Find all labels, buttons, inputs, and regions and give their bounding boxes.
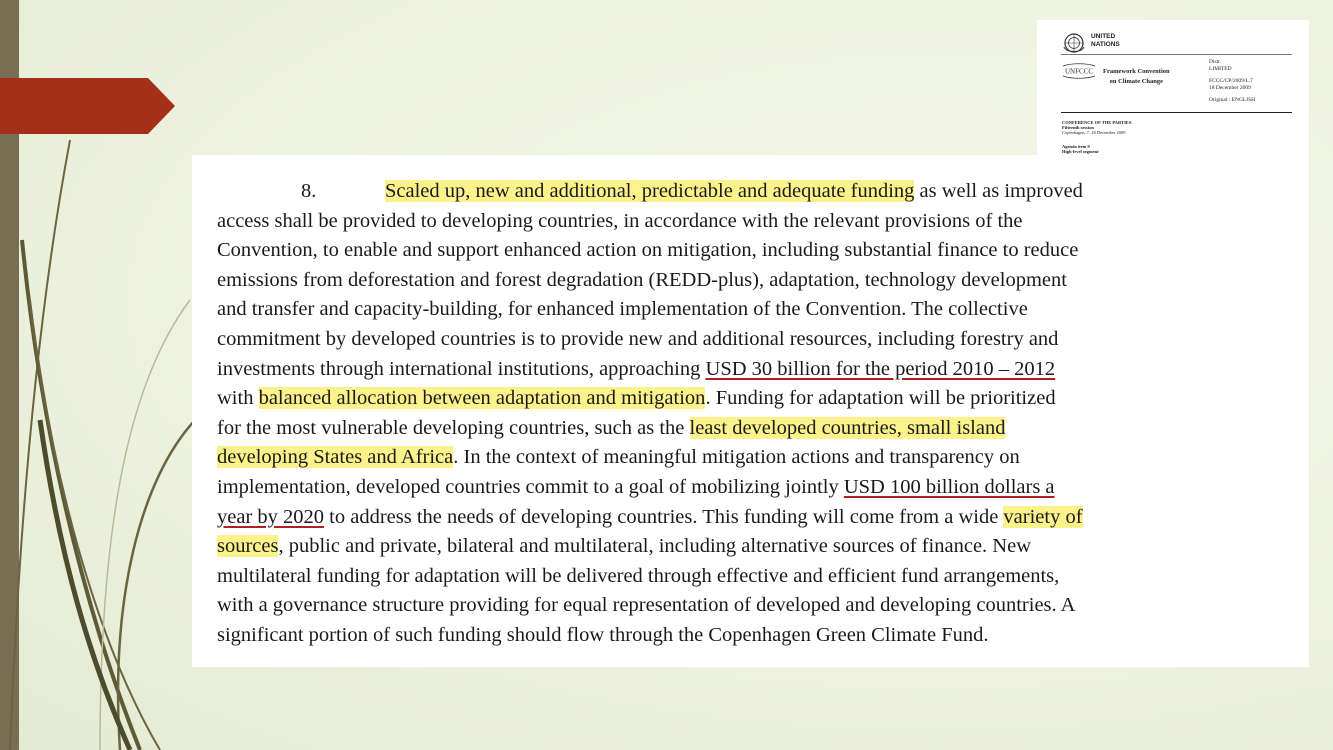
unfccc-logo-icon (1061, 63, 1097, 79)
text-line: implementation, developed countries commit to a goal of mobilizing jointly USD 100 billion dollars a (217, 475, 1055, 498)
text-line: multilateral funding for adaptation will be delivered through effective and efficient fund arrangements, (217, 564, 1060, 587)
highlighted-text: least developed countries, small island (689, 416, 1006, 439)
text-line: investments through international institutions, approaching USD 30 billion for the period 2010 – 2012 (217, 357, 1056, 380)
highlighted-text: developing States and Africa (217, 446, 454, 469)
text-line: sources, public and private, bilateral and multilateral, including alternative sources of finance. New (217, 535, 1032, 558)
document-excerpt (192, 155, 1309, 667)
highlighted-text: Scaled up, new and additional, predictable and adequate funding (385, 180, 915, 202)
underlined-text: USD 30 billion for the period 2010 – 2012 (705, 357, 1056, 380)
underlined-text: year by 2020 (217, 505, 325, 528)
text-line: 8. Scaled up, new and additional, predictable and adequate funding as well as improved (217, 177, 1292, 207)
paragraph-8 (217, 177, 1292, 651)
un-name: UNITED NATIONS (1091, 33, 1120, 48)
agenda-info: Agenda item 9 High-level segment (1062, 144, 1099, 155)
convention-title: Framework Convention on Climate Change (1103, 68, 1170, 85)
header-rule-bold (1061, 112, 1292, 113)
text-line: access shall be provided to developing countries, in accordance with the relevant provisions of the (217, 209, 1023, 232)
svg-text:UNFCCC: UNFCCC (1064, 67, 1094, 76)
text-line: emissions from deforestation and forest degradation (REDD-plus), adaptation, technology development (217, 268, 1067, 291)
text-line: with a governance structure providing for equal representation of developed and developing countries. A (217, 594, 1076, 617)
header-rule (1061, 54, 1292, 55)
text-line: developing States and Africa. In the context of meaningful mitigation actions and transparency on (217, 446, 1020, 469)
text-line: significant portion of such funding should flow through the Copenhagen Green Climate Fund. (217, 623, 989, 646)
underlined-text: USD 100 billion dollars a (843, 475, 1055, 498)
text-line: for the most vulnerable developing countries, such as the least developed countries, small island (217, 416, 1006, 439)
un-emblem-icon (1062, 31, 1086, 55)
document-meta: Distr. LIMITED FCCC/CP/2009/L.7 18 December 2009 Original : ENGLISH (1209, 59, 1256, 103)
document-header-image (1037, 20, 1309, 158)
text-line: commitment by developed countries is to provide new and additional resources, including forestry and (217, 327, 1059, 350)
text-line: Convention, to enable and support enhanced action on mitigation, including substantial finance to reduce (217, 239, 1079, 262)
highlighted-text: balanced allocation between adaptation and mitigation (258, 387, 706, 410)
text-line: and transfer and capacity-building, for enhanced implementation of the Convention. The collective (217, 298, 1028, 321)
conference-info: CONFERENCE OF THE PARTIES Fifteenth session Copenhagen, 7–18 December 2009 (1062, 120, 1132, 136)
highlighted-text: variety of (1003, 505, 1083, 528)
highlighted-text: sources (217, 535, 279, 558)
text-line: with balanced allocation between adaptation and mitigation. Funding for adaptation will be prioritized (217, 387, 1056, 410)
text-line: year by 2020 to address the needs of developing countries. This funding will come from a wide variety of (217, 505, 1083, 528)
paragraph-number: 8. (301, 180, 317, 202)
